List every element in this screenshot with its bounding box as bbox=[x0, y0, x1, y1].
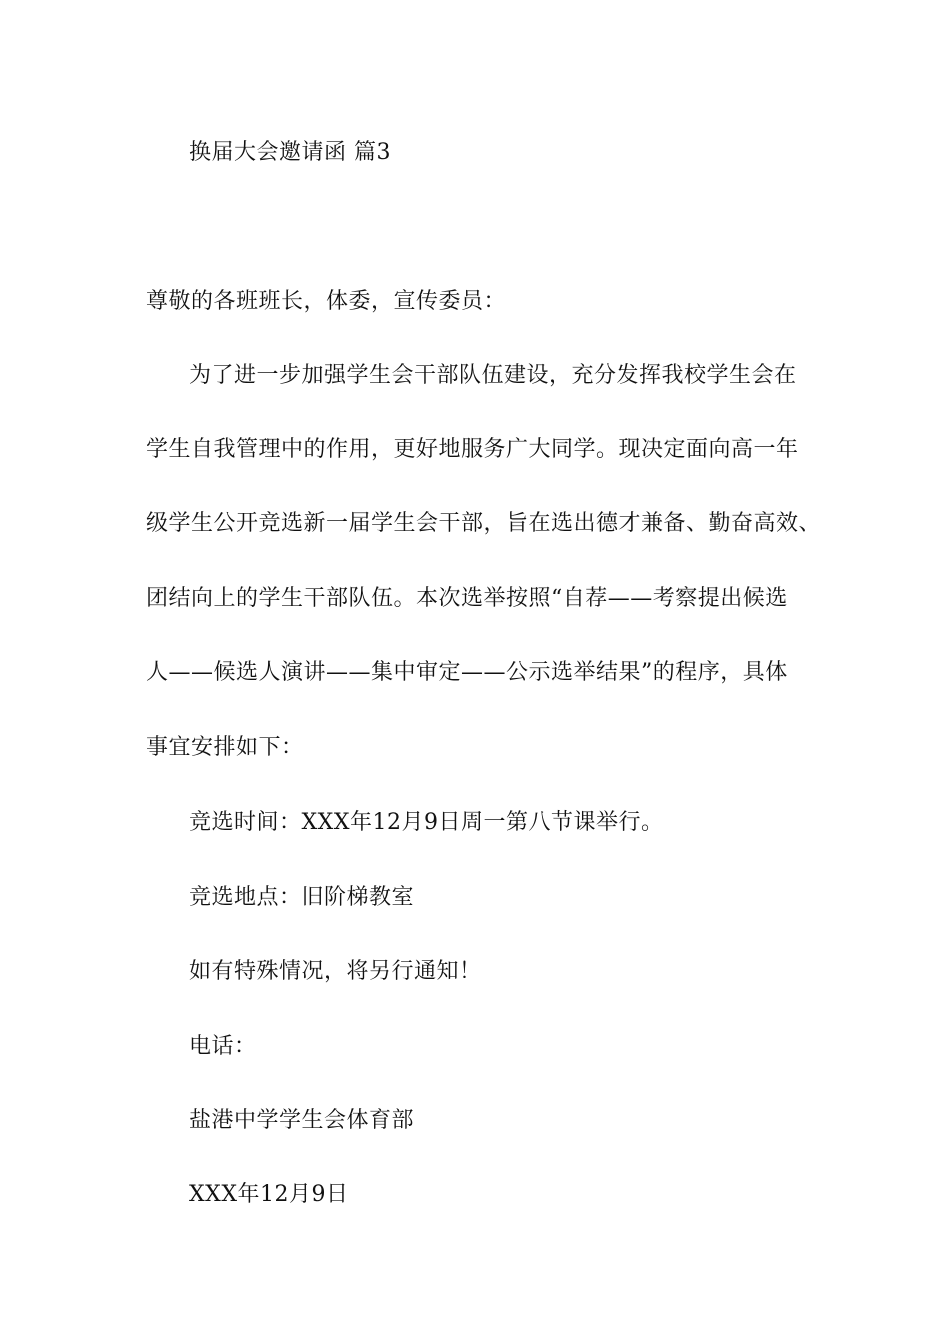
phone-line: 电话： bbox=[189, 1034, 257, 1059]
body-line: 团结向上的学生干部队伍。本次选举按照“自荐——考察提出候选 bbox=[146, 586, 788, 611]
notice-line: 如有特殊情况，将另行通知！ bbox=[189, 959, 482, 984]
organization-signature: 盐港中学学生会体育部 bbox=[189, 1108, 415, 1133]
body-line: 为了进一步加强学生会干部队伍建设，充分发挥我校学生会在 bbox=[189, 363, 797, 388]
body-line: 人——候选人演讲——集中审定——公示选举结果”的程序，具体 bbox=[146, 660, 788, 685]
document-title: 换届大会邀请函 篇3 bbox=[189, 140, 391, 165]
greeting: 尊敬的各班班长，体委，宣传委员： bbox=[146, 289, 507, 314]
election-place: 竞选地点：旧阶梯教室 bbox=[189, 885, 415, 910]
signature-date: XXX年12月9日 bbox=[189, 1182, 349, 1207]
body-line: 级学生公开竞选新一届学生会干部，旨在选出德才兼备、勤奋高效、 bbox=[146, 511, 822, 536]
body-line: 学生自我管理中的作用，更好地服务广大同学。现决定面向高一年 bbox=[146, 437, 799, 462]
election-time: 竞选时间：XXX年12月9日周一第八节课举行。 bbox=[189, 810, 664, 835]
body-line: 事宜安排如下： bbox=[146, 735, 304, 760]
